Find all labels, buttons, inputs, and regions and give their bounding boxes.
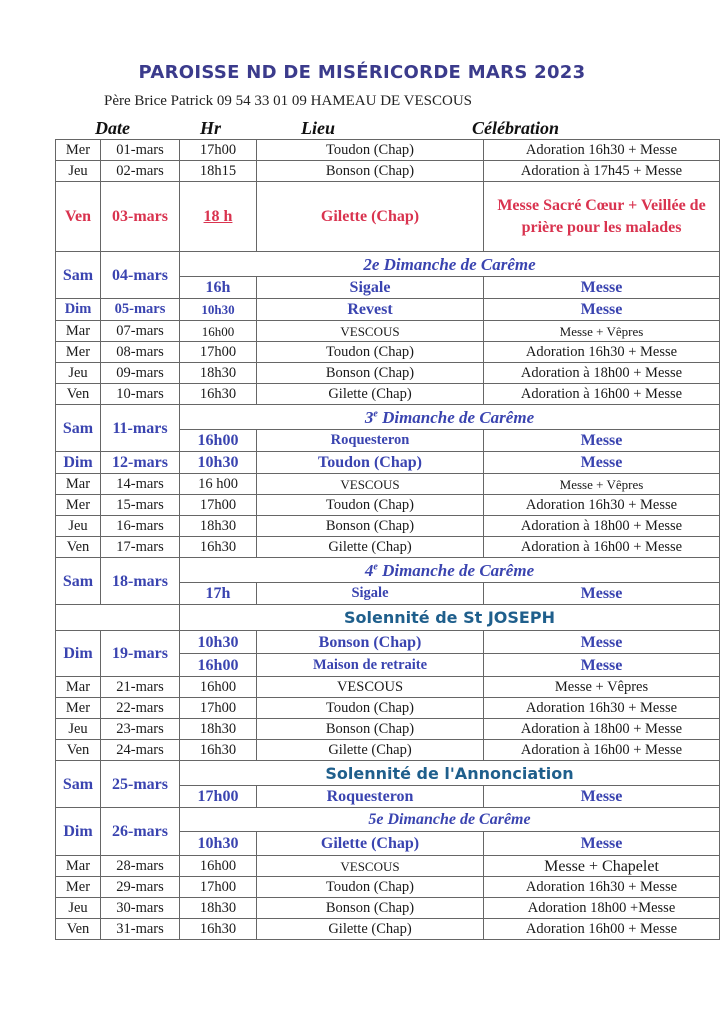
- hour-cell: 16h30: [180, 740, 257, 761]
- place-cell: Gilette (Chap): [257, 832, 484, 856]
- table-row: [56, 516, 720, 537]
- hour-cell: 17h00: [180, 495, 257, 516]
- empty-cell: [56, 605, 180, 631]
- table-row: [56, 384, 720, 405]
- celebration-cell: Messe + Vêpres: [484, 474, 720, 495]
- title-text: Dimanche de Carême: [377, 560, 535, 580]
- date-cell: 16-mars: [101, 516, 180, 537]
- day-cell: Ven: [56, 740, 101, 761]
- celebration-cell: Adoration 16h30 + Messe: [484, 140, 720, 161]
- date-cell: 09-mars: [101, 363, 180, 384]
- hour-cell: 17h00: [180, 342, 257, 363]
- place-cell: Sigale: [257, 277, 484, 299]
- day-cell: Mer: [56, 698, 101, 719]
- column-header-lieu: Lieu: [301, 118, 335, 138]
- place-cell: Toudon (Chap): [257, 877, 484, 898]
- table-row: [56, 877, 720, 898]
- place-cell: Bonson (Chap): [257, 898, 484, 919]
- date-cell: 29-mars: [101, 877, 180, 898]
- column-header-date: Date: [95, 118, 130, 138]
- day-cell: Mer: [56, 877, 101, 898]
- day-cell: Jeu: [56, 898, 101, 919]
- date-cell: 04-mars: [101, 252, 180, 299]
- place-cell: Bonson (Chap): [257, 363, 484, 384]
- day-cell: Sam: [56, 252, 101, 299]
- place-cell: VESCOUS: [257, 474, 484, 495]
- table-row: [56, 761, 720, 786]
- place-cell: Gilette (Chap): [257, 384, 484, 405]
- hour-cell: 10h30: [180, 631, 257, 654]
- date-cell: 30-mars: [101, 898, 180, 919]
- table-row: [56, 605, 720, 631]
- celebration-cell: Adoration 16h00 + Messe: [484, 919, 720, 940]
- column-header-hr: Hr: [200, 118, 222, 138]
- column-header-celebration: Célébration: [472, 118, 560, 138]
- place-cell: Revest: [257, 299, 484, 321]
- celebration-cell: Adoration à 16h00 + Messe: [484, 384, 720, 405]
- hour-cell: 18h15: [180, 161, 257, 182]
- hour-cell: 18h30: [180, 719, 257, 740]
- day-cell: Dim: [56, 452, 101, 474]
- table-row: [56, 161, 720, 182]
- place-cell: Sigale: [257, 583, 484, 605]
- celebration-cell: Adoration à 17h45 + Messe: [484, 161, 720, 182]
- table-row: [56, 631, 720, 654]
- day-cell: Mar: [56, 856, 101, 877]
- table-row: [56, 495, 720, 516]
- place-cell: Bonson (Chap): [257, 631, 484, 654]
- day-cell: Mer: [56, 140, 101, 161]
- date-cell: 19-mars: [101, 631, 180, 677]
- schedule-table: [55, 139, 720, 940]
- hour-cell: 18h30: [180, 898, 257, 919]
- place-cell: Gilette (Chap): [257, 919, 484, 940]
- sunday-title: 2e Dimanche de Carême: [180, 252, 720, 277]
- page-title: PAROISSE ND DE MISÉRICORDE MARS 2023: [138, 62, 586, 83]
- date-cell: 15-mars: [101, 495, 180, 516]
- celebration-cell: Adoration 18h00 +Messe: [484, 898, 720, 919]
- table-row: [56, 808, 720, 832]
- date-cell: 11-mars: [101, 405, 180, 452]
- table-row: [56, 321, 720, 342]
- hour-cell: 18 h: [180, 182, 257, 252]
- hour-cell: 16h00: [180, 654, 257, 677]
- celebration-cell: Messe: [484, 654, 720, 677]
- table-row: [56, 405, 720, 430]
- day-cell: Jeu: [56, 161, 101, 182]
- hour-cell: 10h30: [180, 832, 257, 856]
- day-cell: Sam: [56, 405, 101, 452]
- contact-line: Père Brice Patrick 09 54 33 01 09 HAMEAU DE VESCOUS: [104, 93, 473, 109]
- place-cell: VESCOUS: [257, 856, 484, 877]
- celebration-cell: Messe + Vêpres: [484, 321, 720, 342]
- place-cell: Toudon (Chap): [257, 140, 484, 161]
- title-text: Dimanche de Carême: [377, 407, 535, 427]
- date-cell: 07-mars: [101, 321, 180, 342]
- hour-cell: 10h30: [180, 452, 257, 474]
- celebration-cell: Adoration à 18h00 + Messe: [484, 363, 720, 384]
- date-cell: 22-mars: [101, 698, 180, 719]
- place-cell: Roquesteron: [257, 786, 484, 808]
- day-cell: Jeu: [56, 719, 101, 740]
- celebration-cell: Adoration 16h30 + Messe: [484, 342, 720, 363]
- hour-cell: 16 h00: [180, 474, 257, 495]
- day-cell: Mar: [56, 474, 101, 495]
- date-cell: 31-mars: [101, 919, 180, 940]
- title-superscript: e: [373, 560, 378, 572]
- day-cell: Dim: [56, 299, 101, 321]
- day-cell: Sam: [56, 761, 101, 808]
- day-cell: Ven: [56, 182, 101, 252]
- hour-cell: 16h00: [180, 677, 257, 698]
- table-row: [56, 537, 720, 558]
- date-cell: 18-mars: [101, 558, 180, 605]
- hour-cell: 16h00: [180, 430, 257, 452]
- hour-cell: 17h00: [180, 140, 257, 161]
- celebration-cell: Adoration 16h30 + Messe: [484, 698, 720, 719]
- hour-cell: 16h00: [180, 856, 257, 877]
- day-cell: Mer: [56, 495, 101, 516]
- place-cell: Gilette (Chap): [257, 182, 484, 252]
- place-cell: Toudon (Chap): [257, 495, 484, 516]
- celebration-cell: Adoration à 18h00 + Messe: [484, 719, 720, 740]
- date-cell: 23-mars: [101, 719, 180, 740]
- day-cell: Mar: [56, 677, 101, 698]
- table-row: [56, 698, 720, 719]
- celebration-cell: Adoration à 16h00 + Messe: [484, 740, 720, 761]
- day-cell: Ven: [56, 384, 101, 405]
- place-cell: Gilette (Chap): [257, 537, 484, 558]
- place-cell: VESCOUS: [257, 321, 484, 342]
- celebration-cell: Messe + Chapelet: [484, 856, 720, 877]
- date-cell: 21-mars: [101, 677, 180, 698]
- day-cell: Mer: [56, 342, 101, 363]
- celebration-cell: Messe: [484, 832, 720, 856]
- table-row: [56, 898, 720, 919]
- day-cell: Dim: [56, 808, 101, 856]
- celebration-cell: Adoration à 16h00 + Messe: [484, 537, 720, 558]
- place-cell: Bonson (Chap): [257, 516, 484, 537]
- day-cell: Ven: [56, 537, 101, 558]
- date-cell: 12-mars: [101, 452, 180, 474]
- place-cell: Bonson (Chap): [257, 161, 484, 182]
- solemnity-title: Solennité de l'Annonciation: [180, 761, 720, 786]
- date-cell: 26-mars: [101, 808, 180, 856]
- date-cell: 28-mars: [101, 856, 180, 877]
- hour-cell: 16h30: [180, 537, 257, 558]
- sunday-title: [180, 558, 720, 583]
- date-cell: 24-mars: [101, 740, 180, 761]
- sunday-title: 5e Dimanche de Carême: [180, 808, 720, 832]
- title-number: 3: [364, 407, 374, 427]
- table-row: [56, 182, 720, 252]
- table-row: [56, 252, 720, 277]
- hour-cell: 17h: [180, 583, 257, 605]
- hour-cell: 10h30: [180, 299, 257, 321]
- place-cell: Bonson (Chap): [257, 719, 484, 740]
- celebration-cell: Messe: [484, 277, 720, 299]
- celebration-cell: Adoration à 18h00 + Messe: [484, 516, 720, 537]
- date-cell: 17-mars: [101, 537, 180, 558]
- day-cell: Jeu: [56, 363, 101, 384]
- place-cell: Roquesteron: [257, 430, 484, 452]
- table-row: [56, 474, 720, 495]
- celebration-cell: Messe: [484, 430, 720, 452]
- day-cell: Ven: [56, 919, 101, 940]
- date-cell: 03-mars: [101, 182, 180, 252]
- table-row: [56, 140, 720, 161]
- date-cell: 02-mars: [101, 161, 180, 182]
- place-cell: Toudon (Chap): [257, 342, 484, 363]
- table-row: [56, 719, 720, 740]
- celebration-cell: Messe: [484, 452, 720, 474]
- table-row: [56, 363, 720, 384]
- table-row: [56, 558, 720, 583]
- hour-cell: 16h30: [180, 384, 257, 405]
- table-row: [56, 342, 720, 363]
- day-cell: Sam: [56, 558, 101, 605]
- table-row: [56, 452, 720, 474]
- hour-cell: 16h00: [180, 321, 257, 342]
- celebration-cell: Messe: [484, 786, 720, 808]
- place-cell: Toudon (Chap): [257, 698, 484, 719]
- table-row: [56, 677, 720, 698]
- hour-cell: 18h30: [180, 516, 257, 537]
- celebration-cell: Messe: [484, 631, 720, 654]
- day-cell: Mar: [56, 321, 101, 342]
- table-row: [56, 299, 720, 321]
- hour-cell: 17h00: [180, 786, 257, 808]
- celebration-cell: Messe Sacré Cœur + Veillée de prière pour les malades: [484, 182, 720, 252]
- date-cell: 10-mars: [101, 384, 180, 405]
- celebration-cell: Messe + Vêpres: [484, 677, 720, 698]
- day-cell: Jeu: [56, 516, 101, 537]
- day-cell: Dim: [56, 631, 101, 677]
- title-number: 4: [364, 560, 374, 580]
- date-cell: 25-mars: [101, 761, 180, 808]
- date-cell: 14-mars: [101, 474, 180, 495]
- hour-cell: 16h: [180, 277, 257, 299]
- place-cell: VESCOUS: [257, 677, 484, 698]
- celebration-cell: Adoration 16h30 + Messe: [484, 495, 720, 516]
- date-cell: 08-mars: [101, 342, 180, 363]
- title-superscript: e: [373, 407, 378, 419]
- date-cell: 05-mars: [101, 299, 180, 321]
- solemnity-title: Solennité de St JOSEPH: [180, 605, 720, 631]
- sunday-title: [180, 405, 720, 430]
- hour-cell: 18h30: [180, 363, 257, 384]
- hour-cell: 17h00: [180, 698, 257, 719]
- table-row: [56, 856, 720, 877]
- place-cell: Toudon (Chap): [257, 452, 484, 474]
- table-row: [56, 740, 720, 761]
- hour-cell: 17h00: [180, 877, 257, 898]
- table-row: [56, 919, 720, 940]
- celebration-cell: Adoration 16h30 + Messe: [484, 877, 720, 898]
- celebration-cell: Messe: [484, 583, 720, 605]
- place-cell: Gilette (Chap): [257, 740, 484, 761]
- celebration-cell: Messe: [484, 299, 720, 321]
- place-cell: Maison de retraite: [257, 654, 484, 677]
- date-cell: 01-mars: [101, 140, 180, 161]
- hour-cell: 16h30: [180, 919, 257, 940]
